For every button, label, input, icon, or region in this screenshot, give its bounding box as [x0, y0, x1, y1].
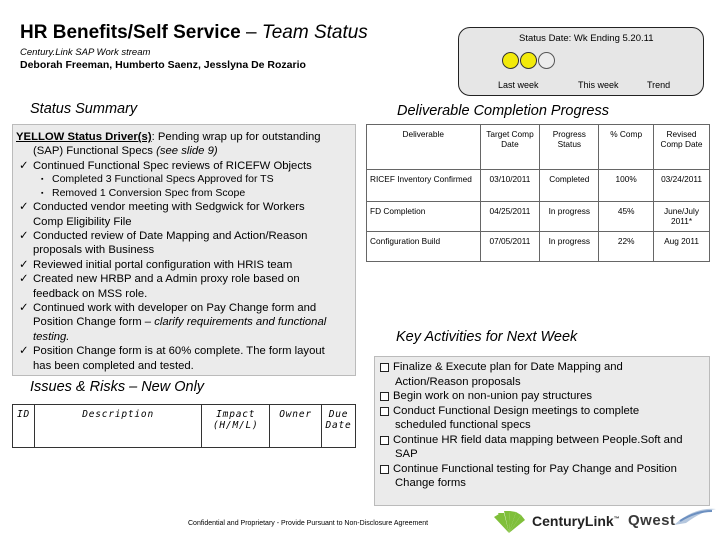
table-row — [367, 202, 710, 232]
check-icon: ✓ — [19, 273, 29, 286]
table-cell: FD Completion — [367, 202, 481, 232]
table-cell: 04/25/2011 — [480, 202, 540, 232]
column-header: Impact (H/M/L) — [202, 405, 270, 448]
column-header: Revised Comp Date — [654, 125, 710, 170]
summary-item-cont: testing. — [33, 330, 70, 343]
key-activities-box — [374, 356, 710, 506]
activity-item: Continue Functional testing for Pay Change and Position — [378, 462, 708, 477]
column-header: Target Comp Date — [480, 125, 540, 170]
column-header: Description — [34, 405, 201, 448]
footer-confidential: Confidential and Proprietary - Provide Pursuant to Non-Disclosure Agreement — [188, 520, 429, 527]
activity-item: Conduct Functional Design meetings to complete — [378, 404, 708, 419]
key-activities-list — [378, 360, 708, 491]
title-subtitle: Team Status — [261, 22, 368, 43]
table-header-row — [13, 405, 356, 448]
checkbox-icon — [380, 436, 389, 445]
status-driver: YELLOW Status Driver(s): Pending wrap up for outstanding — [16, 131, 321, 143]
table-row — [367, 170, 710, 202]
summary-item: ✓ Conducted vendor meeting with Sedgwick for Workers — [19, 201, 305, 214]
checkbox-icon — [380, 407, 389, 416]
checkbox-icon — [380, 465, 389, 474]
activity-item: Finalize & Execute plan for Date Mapping and — [378, 360, 708, 375]
table-cell: Configuration Build — [367, 232, 481, 262]
issues-table — [12, 404, 356, 448]
summary-item: ✓ Position Change form is at 60% complete. The form layout — [19, 345, 325, 358]
centurylink-logo-text: CenturyLink™ — [532, 513, 620, 529]
check-icon: ✓ — [19, 230, 29, 243]
summary-item-cont: proposals with Business — [33, 244, 155, 257]
bullet-icon: ▪ — [41, 189, 44, 197]
deliverables-title: Deliverable Completion Progress — [397, 103, 609, 119]
summary-item: ✓ Reviewed initial portal configuration with HRIS team — [19, 258, 293, 271]
check-icon: ✓ — [19, 258, 29, 271]
status-driver-label: YELLOW Status Driver(s) — [16, 131, 152, 143]
summary-item: ✓ Continued Functional Spec reviews of RICEFW Objects — [19, 159, 312, 172]
status-summary-box — [12, 124, 356, 376]
status-light-last-week — [502, 52, 519, 69]
table-cell: 07/05/2011 — [480, 232, 540, 262]
check-icon: ✓ — [19, 159, 29, 172]
trend-label: Trend — [647, 80, 671, 90]
summary-item: ✓ Created new HRBP and a Admin proxy role based on — [19, 273, 300, 286]
centurylink-logo — [490, 509, 620, 535]
table-cell: In progress — [540, 202, 599, 232]
activity-item-cont: Action/Reason proposals — [395, 375, 521, 388]
column-header: Deliverable — [367, 125, 481, 170]
summary-item-cont: feedback on MSS role. — [33, 287, 148, 300]
summary-subitem: ▪ Completed 3 Functional Specs Approved for TS — [41, 173, 274, 186]
summary-subitem: ▪ Removed 1 Conversion Spec from Scope — [41, 186, 246, 199]
table-cell: In progress — [540, 232, 599, 262]
activity-item: Continue HR field data mapping between People.Soft and — [378, 433, 708, 448]
column-header: % Comp — [599, 125, 654, 170]
issues-title: Issues & Risks – New Only — [30, 379, 205, 395]
status-panel — [458, 27, 704, 96]
table-cell: 03/24/2011 — [654, 170, 710, 202]
status-date: Status Date: Wk Ending 5.20.11 — [519, 33, 654, 44]
title-dash: – — [245, 22, 257, 43]
last-week-label: Last week — [498, 80, 539, 90]
centurylink-logo-icon — [490, 509, 528, 535]
status-summary-title: Status Summary — [30, 101, 138, 117]
activity-item-cont: SAP — [395, 448, 418, 460]
table-row — [367, 232, 710, 262]
bullet-icon: ▪ — [41, 176, 44, 184]
table-cell: 45% — [599, 202, 654, 232]
column-header: Progress Status — [540, 125, 599, 170]
table-cell: Completed — [540, 170, 599, 202]
column-header: ID — [13, 405, 35, 448]
table-cell: 03/10/2011 — [480, 170, 540, 202]
qwest-logo-text: Qwest — [628, 512, 676, 529]
status-summary-text — [16, 130, 354, 373]
summary-item: ✓ Continued work with developer on Pay Change form and — [19, 302, 317, 315]
table-cell: 100% — [599, 170, 654, 202]
team-members: Deborah Freeman, Humberto Saenz, Jesslyna De Rozario — [20, 59, 306, 71]
key-activities-title: Key Activities for Next Week — [396, 329, 578, 345]
status-driver-line2: (SAP) Functional Specs (see slide 9) — [33, 145, 218, 158]
this-week-label: This week — [578, 80, 619, 90]
table-cell: RICEF Inventory Confirmed — [367, 170, 481, 202]
check-icon: ✓ — [19, 345, 29, 358]
title-main: HR Benefits/Self Service — [20, 22, 241, 43]
page-title — [20, 22, 368, 44]
table-cell: Aug 2011 — [654, 232, 710, 262]
qwest-logo — [624, 503, 720, 535]
check-icon: ✓ — [19, 201, 29, 214]
check-icon: ✓ — [19, 302, 29, 315]
summary-item-cont: Position Change form – clarify requirements and functional — [33, 316, 327, 329]
table-header-row — [367, 125, 710, 170]
activity-item: Begin work on non-union pay structures — [378, 389, 708, 404]
summary-item-cont: has been completed and tested. — [33, 359, 194, 372]
column-header: Due Date — [322, 405, 356, 448]
status-light-trend — [538, 52, 555, 69]
workstream-label: Century.Link SAP Work stream — [20, 47, 151, 58]
summary-item: ✓ Conducted review of Date Mapping and Action/Reason — [19, 230, 308, 243]
table-cell: 22% — [599, 232, 654, 262]
summary-item-cont: Comp Eligibility File — [33, 215, 132, 228]
activity-item-cont: scheduled functional specs — [395, 419, 531, 431]
status-light-this-week — [520, 52, 537, 69]
column-header: Owner — [270, 405, 322, 448]
deliverables-table — [366, 124, 710, 262]
checkbox-icon — [380, 363, 389, 372]
table-cell: June/July 2011* — [654, 202, 710, 232]
checkbox-icon — [380, 392, 389, 401]
activity-item-cont: Change forms — [395, 477, 466, 489]
